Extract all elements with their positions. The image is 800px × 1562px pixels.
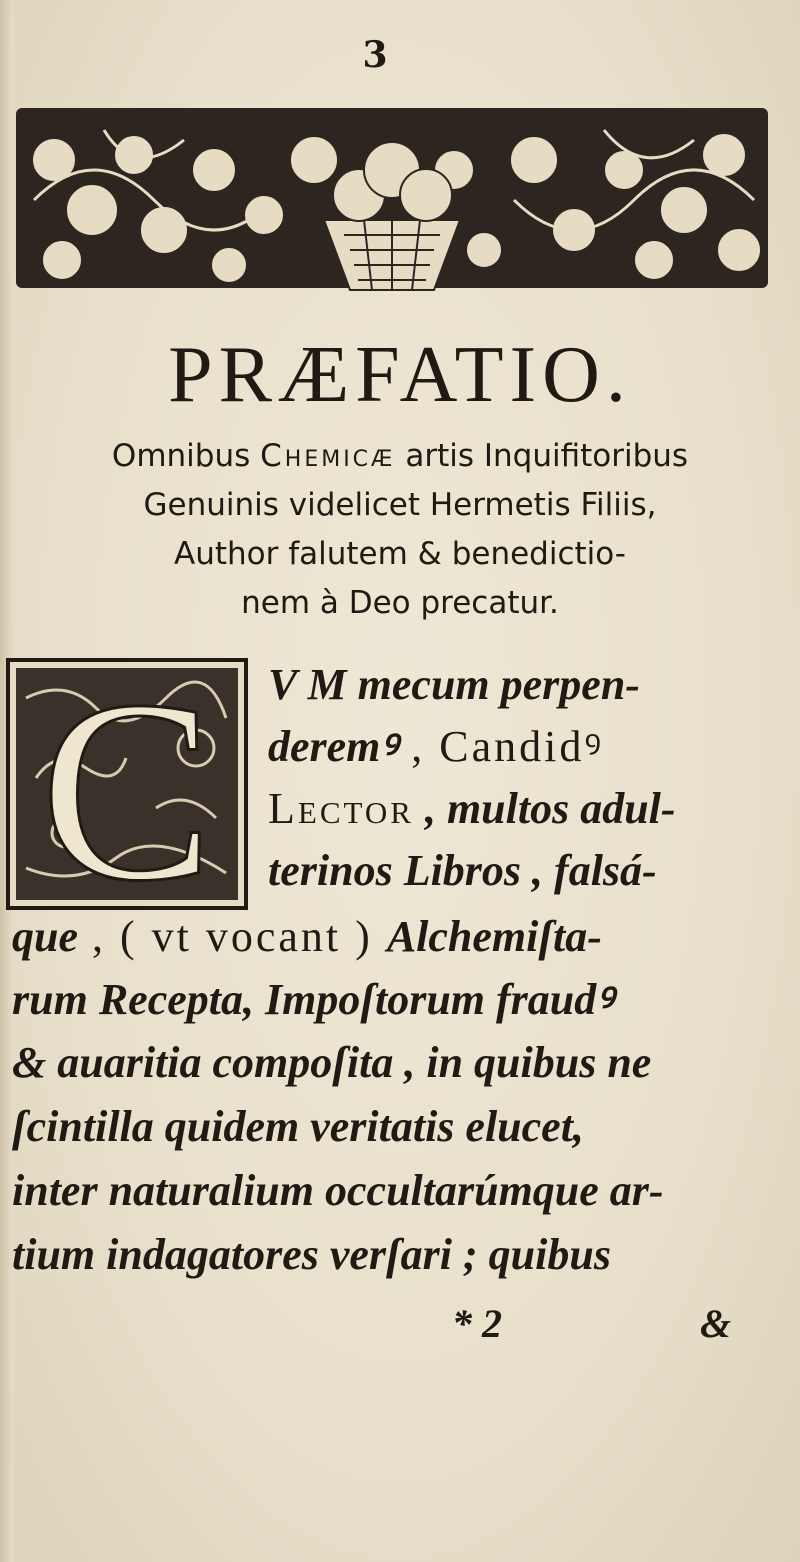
body-text: que	[12, 912, 78, 961]
decorated-initial	[6, 658, 248, 910]
body-line-8: ſcintilla quidem veritatis elucet,	[12, 1102, 584, 1151]
dedication-text: artis Inquifitoribus	[395, 438, 689, 474]
signature-mark: * 2	[452, 1301, 502, 1346]
body-text-small-caps: Lector	[268, 784, 414, 833]
body-line-6: rum Recepta, Impoſtorum fraudꝰ	[12, 975, 614, 1024]
initial-letter: C	[40, 658, 214, 910]
dedication-block	[20, 432, 780, 628]
body-line-9: inter naturalium occultarúmque ar-	[12, 1166, 664, 1215]
body-text: , Candidꝰ	[397, 722, 605, 771]
dedication-line-2: Genuinis videlicet Hermetis Filiis,	[143, 487, 657, 523]
headpiece-ornament	[14, 100, 770, 300]
dedication-line-1	[20, 432, 780, 481]
body-line-5	[12, 912, 602, 962]
dedication-line-3: Author falutem & benedictio-	[174, 536, 626, 572]
body-text: , multos adul-	[413, 784, 676, 833]
body-line-4: terinos Libros , falsá-	[268, 846, 657, 895]
body-line-10: tium indagatores verſari ; quibus	[12, 1230, 611, 1279]
page-number: 3	[362, 34, 388, 76]
dedication-small-caps: Chemicæ	[260, 438, 396, 474]
body-line-7: & auaritia compoſita , in quibus ne	[12, 1038, 652, 1087]
body-line-1: V M mecum perpen-	[268, 660, 640, 709]
body-line-3	[268, 784, 676, 834]
dedication-text: Omnibus	[111, 438, 261, 474]
dedication-line-4: nem à Deo precatur.	[241, 585, 559, 621]
body-line-2	[268, 722, 604, 772]
catchword: &	[700, 1301, 732, 1346]
body-text: deremꝰ	[268, 722, 398, 771]
body-text: Alchemiſta-	[386, 912, 602, 961]
body-text: , ( vt vocant )	[78, 912, 387, 961]
page-title: PRÆFATIO.	[168, 331, 632, 419]
